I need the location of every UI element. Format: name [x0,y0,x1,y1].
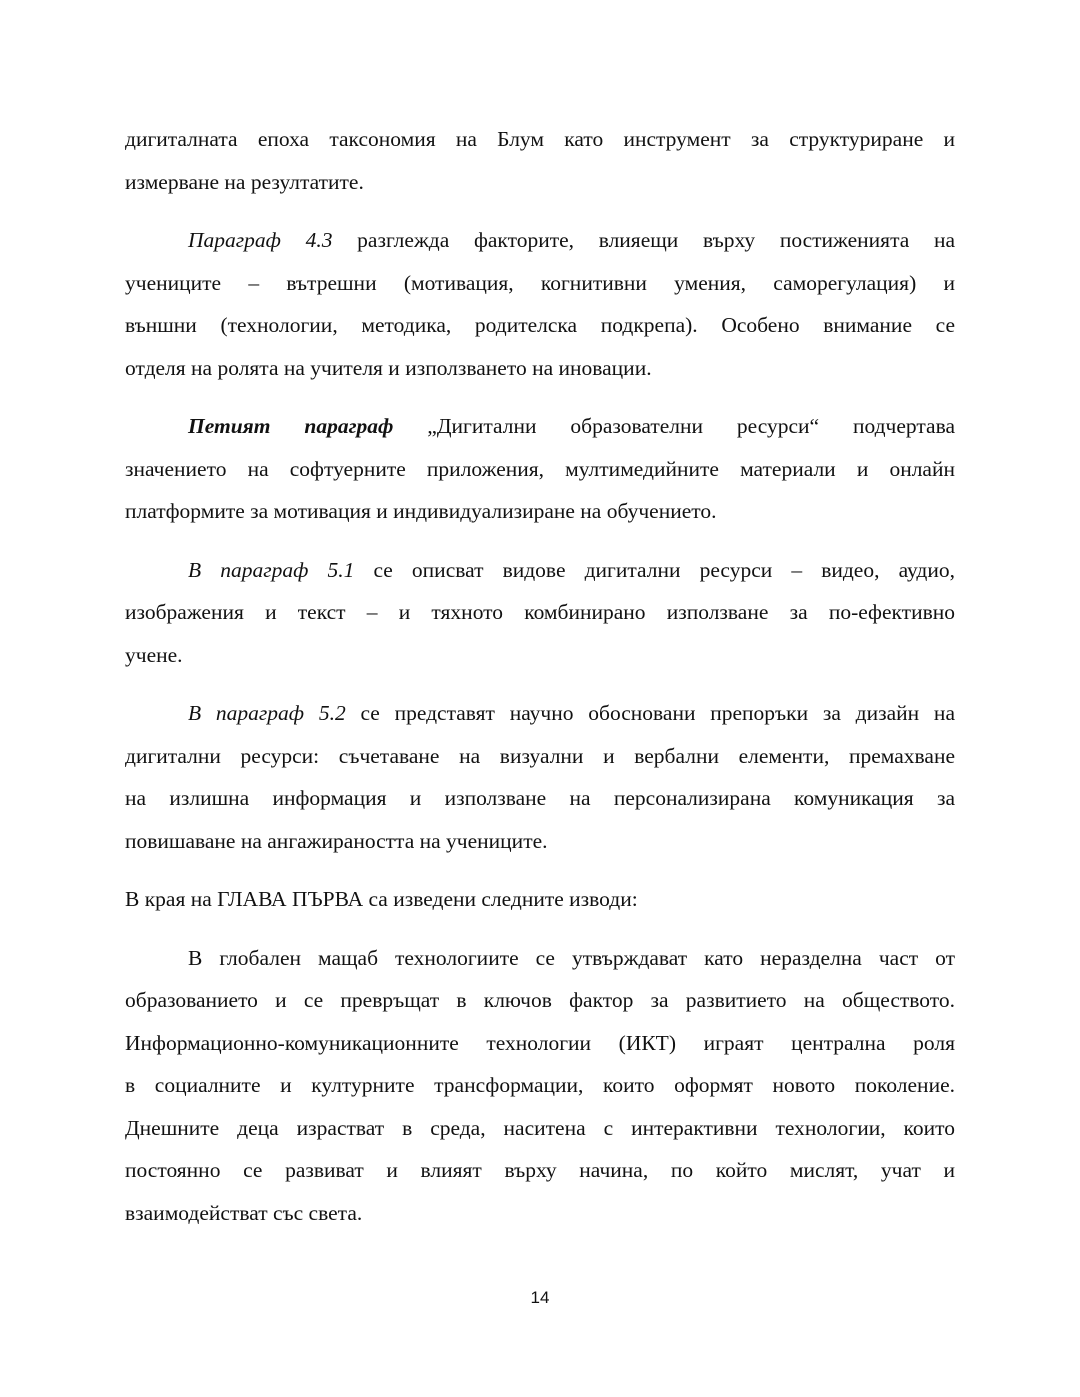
paragraph-3 [125,405,955,533]
text-line: учениците – вътрешни (мотивация, когнитивни умения, саморегулация) и [125,270,955,295]
text-line: платформите за мотивация и индивидуализиране на обучението. [125,499,717,523]
text-line: Информационно-комуникационните технологии (ИКТ) играят централна роля [125,1030,955,1055]
text-line: учене. [125,642,183,667]
text-line: измерване на резултатите. [125,169,364,194]
paragraph-5 [125,692,955,862]
text-line: образованието и се превръщат в ключов фактор за развитието на обществото. [125,988,955,1012]
paragraph-reference: Петият параграф [188,414,394,438]
text-line: взаимодействат със света. [125,1200,363,1225]
paragraph-6 [125,878,955,921]
paragraph-reference: Параграф 4.3 [188,228,333,252]
paragraph-7 [125,937,955,1235]
text-line: повишаване на ангажираността на учениците. [125,828,548,853]
text-line: външни (технологии, методика, родителска подкрепа). Особено внимание се [125,313,955,337]
body-text [125,118,955,1234]
text-line: Днешните деца израстват в среда, наситена с интерактивни технологии, които [125,1115,955,1140]
text-line: В края на ГЛАВА ПЪРВА са изведени следните изводи: [125,887,638,911]
text-line: дигиталната епоха таксономия на Блум като инструмент за структуриране и [125,127,955,151]
text-line [125,405,955,448]
text-line: отделя на ролята на учителя и използването на иновации. [125,355,652,380]
text-line: изображения и текст – и тяхното комбинирано използване за по-ефективно [125,600,955,624]
text-line [125,692,955,735]
text-line [125,219,955,262]
text-line: на излишна информация и използване на персонализирана комуникация за [125,786,955,810]
text-run: разглежда факторите, влияещи върху постиженията на [332,228,955,252]
text-line: значението на софтуерните приложения, мултимедийните материали и онлайн [125,456,955,481]
text-line [125,549,955,592]
text-line: В глобален мащаб технологиите се утвърждават като неразделна част от [188,945,955,970]
page-number: 14 [530,1288,550,1307]
text-line: постоянно се развиват и влияят върху начина, по който мислят, учат и [125,1158,955,1182]
text-run: се описват видове дигитални ресурси – видео, аудио, [354,557,955,582]
paragraph-reference: В параграф 5.2 [188,701,346,725]
paragraph-1 [125,118,955,203]
paragraph-4 [125,549,955,677]
text-line: дигитални ресурси: съчетаване на визуални и вербални елементи, премахване [125,743,955,768]
text-run: се представят научно обосновани препоръки за дизайн на [345,701,955,725]
paragraph-2 [125,219,955,389]
text-line: в социалните и културните трансформации, които оформят новото поколение. [125,1073,955,1097]
text-run: „Дигитални образователни ресурси“ подчертава [393,414,955,438]
paragraph-reference: В параграф 5.1 [188,557,355,582]
